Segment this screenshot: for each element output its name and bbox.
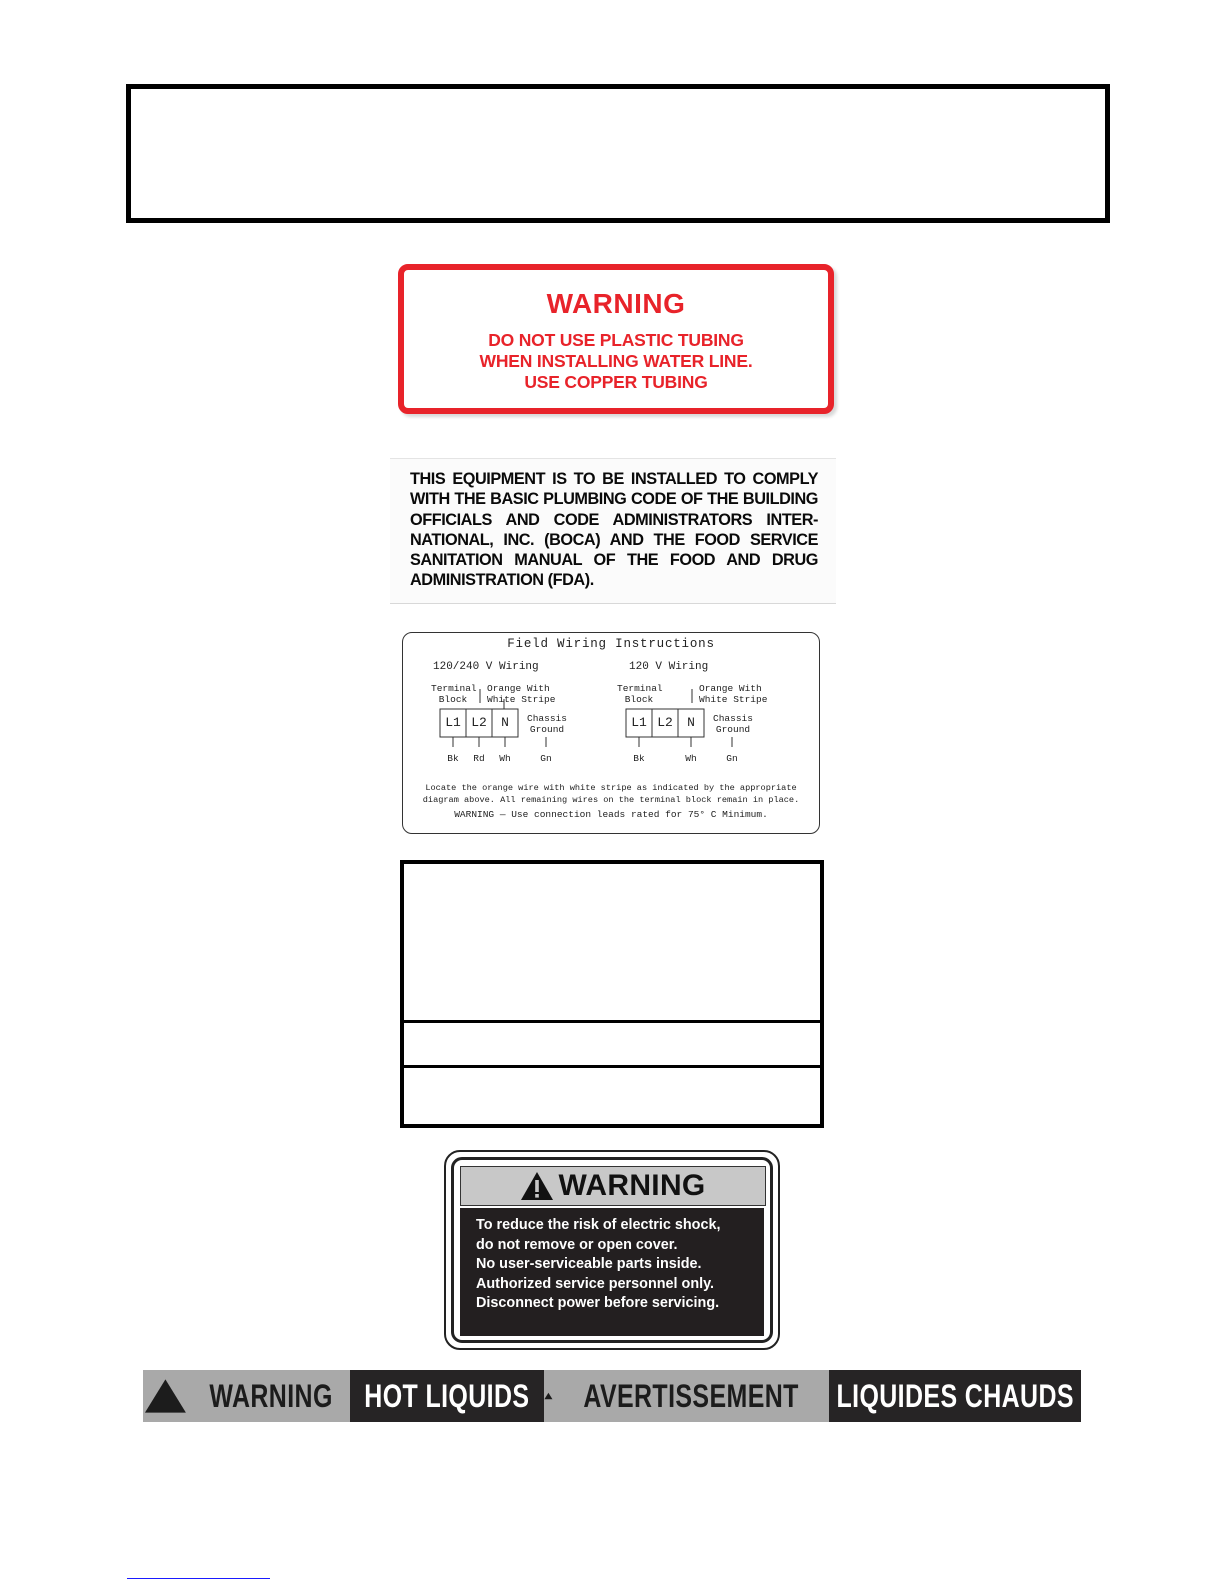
plastic-warning-line: WHEN INSTALLING WATER LINE. [479, 351, 753, 371]
banner-liquides-chauds-segment [829, 1370, 1081, 1422]
wire-label-left: Rd [473, 753, 485, 764]
left-orange-label: Orange With White Stripe [487, 683, 556, 705]
banner-liquides-chauds-text: LIQUIDES CHAUDS [836, 1377, 1074, 1414]
terminal-l2-left: L2 [471, 715, 487, 730]
table-divider [404, 1065, 820, 1068]
shock-label-header [460, 1166, 766, 1206]
wire-label-right: Gn [726, 753, 738, 764]
top-bordered-box [126, 84, 1110, 223]
warning-triangle-icon [520, 1171, 554, 1201]
plumbing-code-label [390, 458, 836, 604]
table-divider [404, 1020, 820, 1023]
hot-liquids-banner [143, 1370, 1081, 1422]
banner-hot-liquids-text: HOT LIQUIDS [364, 1377, 530, 1414]
footer-rule [127, 1578, 270, 1579]
wire-label-left: Gn [540, 753, 552, 764]
shock-label-line: No user-serviceable parts inside. [476, 1256, 702, 1272]
plastic-warning-line: DO NOT USE PLASTIC TUBING [488, 330, 744, 350]
terminal-n-right: N [687, 715, 695, 730]
wiring-note-line: diagram above. All remaining wires on the terminal block remain in place. [422, 795, 800, 805]
plastic-warning-title: WARNING [546, 288, 686, 319]
banner-warning-text: WARNING [209, 1377, 333, 1414]
plastic-tubing-warning-label [398, 264, 834, 414]
wiring-note-line: Locate the orange wire with white stripe as indicated by the appropriate [425, 783, 797, 793]
shock-label-body [460, 1208, 764, 1336]
banner-hot-liquids-segment [350, 1370, 544, 1422]
right-orange-label: Orange With White Stripe [699, 683, 768, 705]
shock-label-line: To reduce the risk of electric shock, [476, 1217, 721, 1233]
wiring-title: Field Wiring Instructions [507, 637, 715, 651]
left-heading: 120/240 V Wiring [433, 661, 539, 673]
banner-avertissement-text: AVERTISSEMENT [583, 1377, 799, 1414]
right-heading: 120 V Wiring [629, 661, 709, 673]
terminal-l1-left: L1 [445, 715, 461, 730]
shock-label-line: Disconnect power before servicing. [476, 1295, 720, 1311]
wire-label-right: Wh [685, 753, 697, 764]
wire-label-right: Bk [633, 753, 645, 764]
terminal-l1-right: L1 [631, 715, 647, 730]
empty-bordered-table [400, 860, 824, 1128]
banner-warning-segment [143, 1370, 350, 1422]
left-terminal-block-label: Terminal Block [431, 683, 477, 705]
electric-shock-warning-label [444, 1150, 780, 1350]
plumbing-code-text: THIS EQUIPMENT IS TO BE INSTALLED TO COMPLY WITH THE BASIC PLUMBING CODE OF THE BUILDING OFFICIALS AND CODE ADMINISTRATORS INTER-NATIONAL, INC. (BOCA) AND THE FOOD SERVICE SANITATION MANUAL OF THE FOOD AND DRUG ADMINISTRATION (FDA). [410, 470, 818, 590]
right-terminal-block-label: Terminal Block [617, 683, 663, 705]
shock-label-line: Authorized service personnel only. [476, 1275, 715, 1292]
wire-label-left: Wh [499, 753, 511, 764]
banner-avertissement-segment [544, 1370, 829, 1422]
warning-triangle-icon [544, 1377, 553, 1415]
wire-label-left: Bk [447, 753, 459, 764]
left-chassis-label: Chassis Ground [527, 713, 567, 735]
wiring-warning-line: WARNING — Use connection leads rated for 75° C Minimum. [454, 809, 768, 820]
terminal-l2-right: L2 [657, 715, 673, 730]
field-wiring-label [402, 632, 820, 834]
right-chassis-label: Chassis Ground [713, 713, 753, 735]
plastic-warning-line: USE COPPER TUBING [524, 372, 708, 392]
warning-triangle-icon [143, 1377, 188, 1415]
shock-label-title: WARNING [558, 1169, 706, 1202]
shock-label-line: do not remove or open cover. [476, 1236, 678, 1253]
terminal-n-left: N [501, 715, 509, 730]
